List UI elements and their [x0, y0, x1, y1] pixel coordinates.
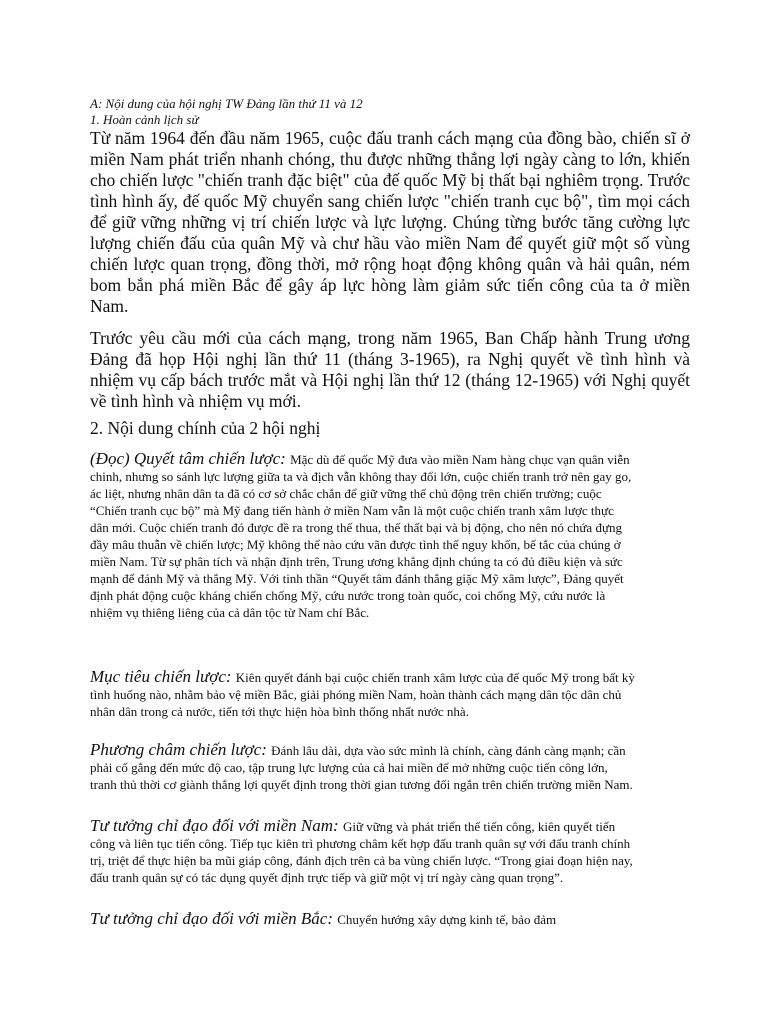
item-lead: Phương châm chiến lược:: [90, 740, 272, 759]
paragraph-1: Từ năm 1964 đến đầu năm 1965, cuộc đấu tranh cách mạng của đồng bào, chiến sĩ ở miền Nam phát triển nhanh chóng, thu được những thắng lợi ngày càng to lớn, khiến cho chiến lược "chiến tranh đặc biệt" của đế quốc Mỹ bị thất bại nghiêm trọng. Trước tình hình ấy, đế quốc Mỹ chuyển sang chiến lược "chiến tranh cục bộ", tìm mọi cách để giữ vững những vị trí chiến lược và lực lượng. Chúng từng bước tăng cường lực lượng chiến đấu của quân Mỹ và chư hầu vào miền Nam để quyết giữ một số vùng chiến lược quan trọng, đồng thời, mở rộng hoạt động không quân và hải quân, ném bom bắn phá miền Bắc để gây áp lực hòng làm giảm sức tiến công của ta ở miền Nam.: [90, 128, 690, 316]
item-body: Đánh lâu dài, dựa vào sức mình là chính, càng đánh càng mạnh; cần phải cố gắng đến mức độ cao, tập trung lực lượng của cả hai miền để mở những cuộc tiến công lớn, tranh thủ thời cơ giành thắng lợi quyết định trong thời gian tương đối ngắn trên chiến trường miền Nam.: [90, 743, 633, 792]
item-body: Chuyển hướng xây dựng kinh tế, bảo đảm: [337, 912, 557, 927]
item-body: Kiên quyết đánh bại cuộc chiến tranh xâm lược của đế quốc Mỹ trong bất kỳ tình huống nào, nhằm bảo vệ miền Bắc, giải phóng miền Nam, hoàn thành cách mạng dân tộc dân chủ nhân dân trong cả nước, tiến tới thực hiện hòa bình thống nhất nước nhà.: [90, 670, 635, 719]
heading-a: A: Nội dung của hội nghị TW Đảng lần thứ 11 và 12: [90, 96, 363, 111]
item-lead: Mục tiêu chiến lược:: [90, 667, 236, 686]
item-strategic-resolve: [90, 450, 635, 621]
item-lead: Tư tưởng chỉ đạo đối với miền Bắc:: [90, 909, 338, 928]
item-lead: Tư tưởng chỉ đạo đối với miền Nam:: [90, 816, 343, 835]
item-body: Giữ vững và phát triển thế tiến công, kiên quyết tiến công và liên tục tiến công. Tiếp tục kiên trì phương châm kết hợp đấu tranh quân sự với đấu tranh chính trị, triệt để thực hiện ba mũi giáp công, đánh địch trên cả ba vùng chiến lược. “Trong giai đoạn hiện nay, đấu tranh quân sự có tác dụng quyết định trực tiếp và giữ một vị trí ngày càng quan trọng”.: [90, 819, 633, 885]
item-north-guideline: [90, 910, 635, 928]
item-strategic-motto: [90, 741, 635, 793]
item-strategic-goal: [90, 668, 635, 720]
item-south-guideline: [90, 817, 635, 886]
paragraph-2: Trước yêu cầu mới của cách mạng, trong năm 1965, Ban Chấp hành Trung ương Đảng đã họp Hội nghị lần thứ 11 (tháng 3-1965), ra Nghị quyết về tình hình và nhiệm vụ cấp bách trước mắt và Hội nghị lần thứ 12 (tháng 12-1965) với Nghị quyết về tình hình và nhiệm vụ mới.: [90, 328, 690, 411]
heading-1: 1. Hoàn cảnh lịch sử: [90, 112, 199, 127]
heading-2: 2. Nội dung chính của 2 hội nghị: [90, 418, 321, 438]
item-lead: (Đọc) Quyết tâm chiến lược:: [90, 449, 291, 468]
item-body: Mặc dù đế quốc Mỹ đưa vào miền Nam hàng chục vạn quân viễn chinh, nhưng so sánh lực lượng giữa ta và địch vẫn không thay đổi lớn, cuộc chiến tranh trở nên gay go, ác liệt, nhưng nhân dân ta đã có cơ sở chắc chắn để giữ vững thế chủ động trên chiến trường; cuộc “Chiến tranh cục bộ” mà Mỹ đang tiến hành ở miền Nam vẫn là một cuộc chiến tranh xâm lược thực dân mới. Cuộc chiến tranh đó được đề ra trong thế thua, thế thất bại và bị động, cho nên nó chứa đựng đầy mâu thuẫn về chiến lược; Mỹ không thể nào cứu vãn được tình thế nguy khốn, bế tắc của chúng ở miền Nam. Từ sự phân tích và nhận định trên, Trung ương khẳng định chúng ta có đủ điều kiện và sức mạnh để đánh Mỹ và thắng Mỹ. Với tinh thần “Quyết tâm đánh thắng giặc Mỹ xâm lược”, Đảng quyết định phát động cuộc kháng chiến chống Mỹ, cứu nước trong toàn quốc, coi chống Mỹ, cứu nước là nhiệm vụ thiêng liêng của cả dân tộc từ Nam chí Bắc.: [90, 452, 632, 620]
